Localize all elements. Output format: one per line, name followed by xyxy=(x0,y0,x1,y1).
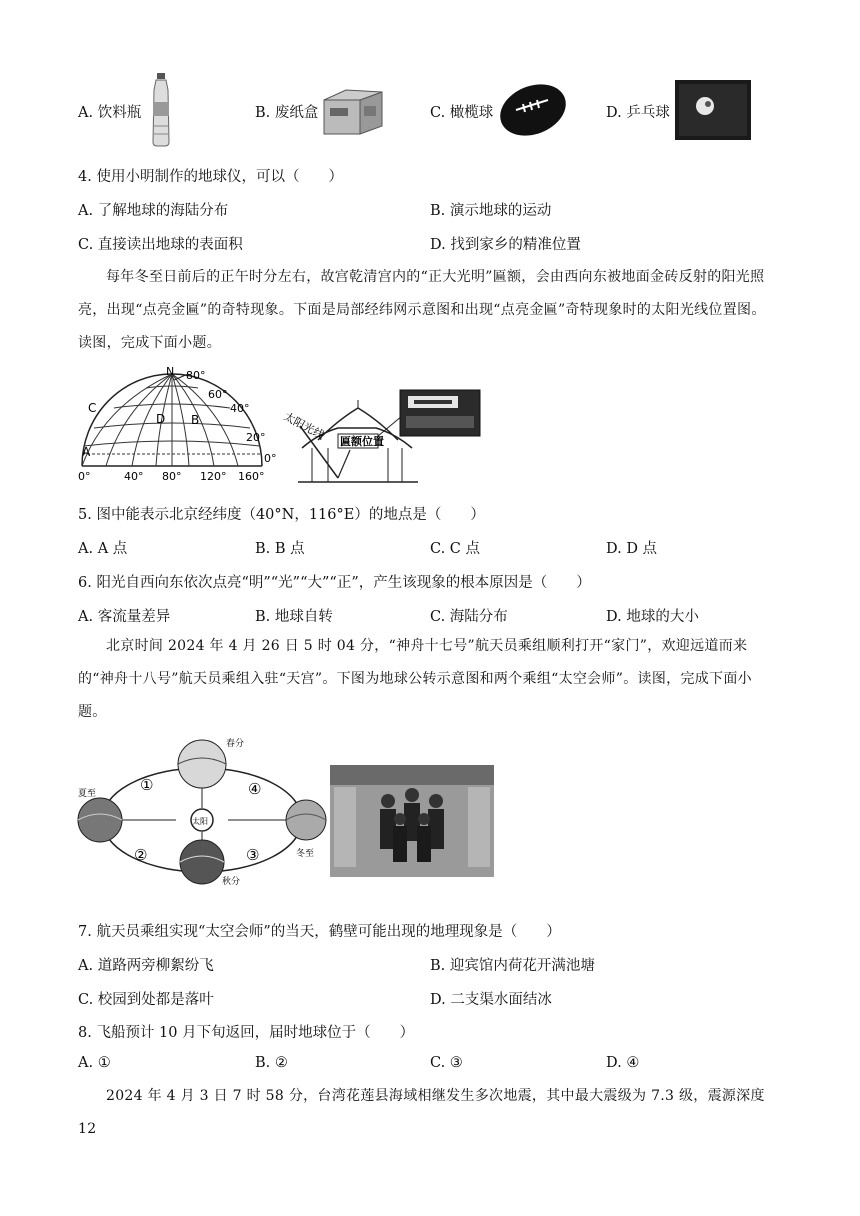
q4-option-d: D. 找到家乡的精准位置 xyxy=(430,237,581,253)
sunlight-label: 太阳光线 xyxy=(281,409,327,443)
lon-label-80: 80° xyxy=(162,470,182,483)
q4-option-b: B. 演示地球的运动 xyxy=(430,203,552,219)
q3-option-c xyxy=(430,101,493,122)
sunlight-figure xyxy=(278,386,484,484)
q7-option-d: D. 二支渠水面结冰 xyxy=(430,992,552,1008)
pingpong-icon xyxy=(675,80,751,140)
football-icon xyxy=(498,80,568,140)
q4-option-c: C. 直接读出地球的表面积 xyxy=(78,237,243,253)
point-c-label: C xyxy=(88,401,97,415)
q5-option-a: A. A 点 xyxy=(78,541,128,557)
graticule-figure xyxy=(74,366,288,484)
q6-stem: 6. 阳光自西向东依次点亮“明”“光”“大”“正”，产生该现象的根本原因是（ ） xyxy=(78,575,591,591)
q3-option-d-label: D. 乒乓球 xyxy=(606,105,670,121)
lon-label-40: 40° xyxy=(124,470,144,483)
q3-option-a xyxy=(78,101,141,122)
season-winter-label: 冬至 xyxy=(296,849,315,859)
q8-option-a: A. ① xyxy=(78,1055,111,1071)
point-d-label: D xyxy=(156,412,166,426)
q5-option-d: D. D 点 xyxy=(606,541,658,557)
lat-label-20: 20° xyxy=(246,431,266,444)
lat-label-80: 80° xyxy=(186,369,206,382)
arc-3-label: ③ xyxy=(246,846,260,864)
passage-1-text: 每年冬至日前后的正午时分左右，故宫乾清宫内的“正大光明”匾额，会由西向东被地面金砖反射的阳光照亮，出现“点亮金匾”的奇特现象。下面是局部经纬网示意图和出现“点亮金匾”奇特现象时的太阳光线位置图。读图，完成下面小题。 xyxy=(78,269,766,351)
point-a-label: A xyxy=(82,445,91,459)
q3-option-b xyxy=(255,101,318,122)
lat-label-40: 40° xyxy=(230,402,250,415)
q8-option-b: B. ② xyxy=(255,1055,288,1071)
passage-3 xyxy=(78,1080,778,1146)
point-b-label: B xyxy=(191,413,200,427)
q5-option-b: B. B 点 xyxy=(255,541,305,557)
lon-label-160: 160° xyxy=(238,470,265,483)
q8-option-d: D. ④ xyxy=(606,1055,640,1071)
lon-label-120: 120° xyxy=(200,470,227,483)
q7-option-b: B. 迎宾馆内荷花开满池塘 xyxy=(430,958,595,974)
q4-option-a: A. 了解地球的海陆分布 xyxy=(78,203,229,219)
q6-option-d: D. 地球的大小 xyxy=(606,609,699,625)
q8-option-c: C. ③ xyxy=(430,1055,463,1071)
q5-stem: 5. 图中能表示北京经纬度（40°N，116°E）的地点是（ ） xyxy=(78,507,485,523)
q4-stem: 4. 使用小明制作的地球仪，可以（ ） xyxy=(78,169,343,185)
q7-option-a: A. 道路两旁柳絮纷飞 xyxy=(78,958,214,974)
q3-option-b-label: B. 废纸盒 xyxy=(255,105,319,121)
box-icon xyxy=(320,84,386,136)
q3-option-a-label: A. 饮料瓶 xyxy=(78,105,142,121)
passage-2 xyxy=(78,630,778,729)
q6-option-b: B. 地球自转 xyxy=(255,609,333,625)
passage-1 xyxy=(78,261,778,360)
lat-label-0: 0° xyxy=(264,452,277,465)
pole-label: N xyxy=(166,366,175,378)
lon-label-0: 0° xyxy=(78,470,91,483)
season-spring-label: 春分 xyxy=(226,739,245,749)
q7-option-c: C. 校园到处都是落叶 xyxy=(78,992,214,1008)
bottle-icon xyxy=(148,72,174,148)
q3-option-c-label: C. 橄榄球 xyxy=(430,105,494,121)
plaque-position-label: 匾额位置 xyxy=(340,435,384,448)
lat-label-60: 60° xyxy=(208,388,228,401)
astronauts-photo xyxy=(330,765,494,877)
orbit-figure xyxy=(76,734,328,886)
passage-3-text: 2024 年 4 月 3 日 7 时 58 分，台湾花莲县海域相继发生多次地震，其中最大震级为 7.3 级，震源深度 12 xyxy=(78,1088,765,1137)
q3-option-d xyxy=(606,101,670,122)
q5-option-c: C. C 点 xyxy=(430,541,480,557)
q6-option-a: A. 客流量差异 xyxy=(78,609,171,625)
q8-stem: 8. 飞船预计 10 月下旬返回，届时地球位于（ ） xyxy=(78,1025,415,1041)
arc-2-label: ② xyxy=(134,846,148,864)
arc-1-label: ① xyxy=(140,776,154,794)
arc-4-label: ④ xyxy=(248,780,262,798)
season-autumn-label: 秋分 xyxy=(222,877,241,886)
season-summer-label: 夏至 xyxy=(78,789,97,799)
passage-2-text: 北京时间 2024 年 4 月 26 日 5 时 04 分，“神舟十七号”航天员乘组顺利打开“家门”，欢迎远道而来的“神舟十八号”航天员乘组入驻“天宫”。下图为地球公转示意图和两个乘组“太空会师”。读图，完成下面小题。 xyxy=(78,638,752,720)
sun-label: 太阳 xyxy=(192,817,208,826)
q6-option-c: C. 海陆分布 xyxy=(430,609,508,625)
q7-stem: 7. 航天员乘组实现“太空会师”的当天，鹤壁可能出现的地理现象是（ ） xyxy=(78,924,561,940)
